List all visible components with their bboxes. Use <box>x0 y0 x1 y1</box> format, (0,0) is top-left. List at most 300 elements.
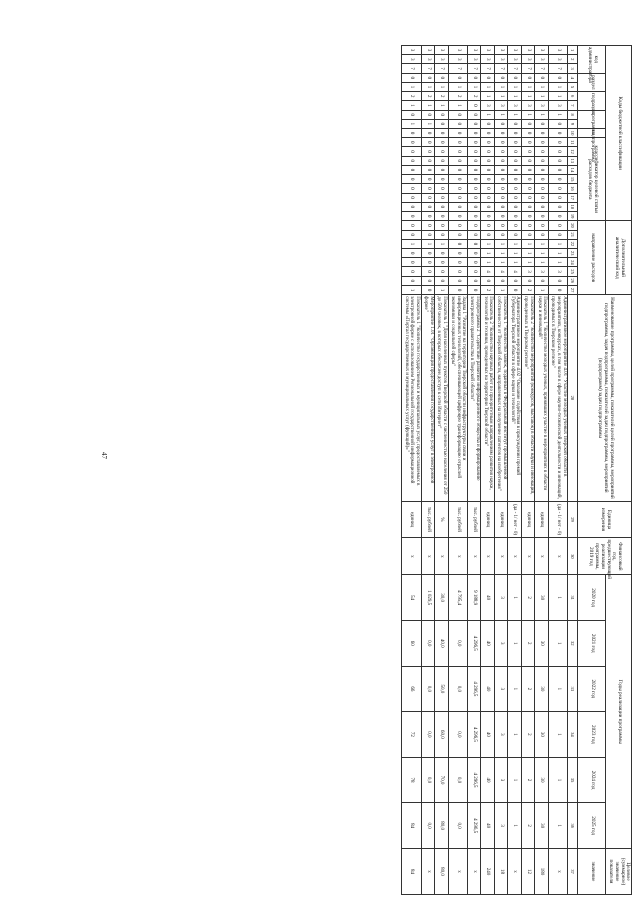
code-digit: 0 <box>521 211 535 220</box>
code-digit: 0 <box>402 175 421 184</box>
code-digit: 0 <box>435 221 449 230</box>
code-digit: 1 <box>508 82 522 91</box>
row-unit: (да - 1/ нет - 0) <box>548 501 567 538</box>
code-digit: 0 <box>467 110 481 119</box>
code-digit: 1 <box>521 92 535 101</box>
code-digit: 3 <box>494 55 508 64</box>
code-digit: 0 <box>435 165 449 174</box>
column-number: 25 <box>568 267 578 276</box>
code-digit: 0 <box>508 285 522 294</box>
row-v2020: 1 029,5 <box>421 575 435 621</box>
code-digit: 0 <box>435 119 449 128</box>
row-v2025: 1 <box>508 803 522 849</box>
code-digit: 0 <box>421 202 435 211</box>
code-digit: 0 <box>494 156 508 165</box>
code-digit: 0 <box>548 147 567 156</box>
row-v2023: 30 <box>535 712 549 758</box>
code-digit: 0 <box>508 276 522 285</box>
code-digit: 3 <box>521 267 535 276</box>
code-digit: 0 <box>548 211 567 220</box>
table-row <box>521 46 535 895</box>
code-digit: 1 <box>421 119 435 128</box>
code-digit: 0 <box>535 202 549 211</box>
row-base: х <box>494 538 508 575</box>
row-v2025: 80,0 <box>435 803 449 849</box>
code-digit: 0 <box>467 184 481 193</box>
code-digit: 0 <box>508 147 522 156</box>
code-digit: 0 <box>435 184 449 193</box>
row-v2020: 3 <box>494 575 508 621</box>
code-digit: 0 <box>467 73 481 82</box>
code-digit: 3 <box>467 46 481 55</box>
code-digit: 0 <box>494 211 508 220</box>
column-number: 11 <box>568 138 578 147</box>
code-digit: 3 <box>548 55 567 64</box>
code-digit: 3 <box>521 101 535 110</box>
code-digit: 1 <box>481 239 495 248</box>
code-digit: 2 <box>421 92 435 101</box>
code-digit: 0 <box>421 110 435 119</box>
header-years-group: Годы реализации программы <box>606 575 632 849</box>
code-digit: 0 <box>508 128 522 137</box>
code-digit: 0 <box>467 285 481 294</box>
row-v2025: 0,0 <box>421 803 435 849</box>
column-number-row <box>568 46 578 895</box>
column-number: 4 <box>568 73 578 82</box>
row-unit: тыс. рублей <box>448 501 467 538</box>
code-digit: 7 <box>421 64 435 73</box>
code-digit: 1 <box>421 101 435 110</box>
code-digit: 0 <box>521 128 535 137</box>
code-digit: 0 <box>508 175 522 184</box>
row-v2021: 60 <box>402 620 421 666</box>
code-digit: 1 <box>494 285 508 294</box>
code-digit: 0 <box>421 258 435 267</box>
code-digit: 1 <box>535 92 549 101</box>
page-number: 47 <box>100 452 108 459</box>
code-digit: 0 <box>494 221 508 230</box>
column-number: 33 <box>568 666 578 712</box>
code-digit: 0 <box>421 221 435 230</box>
code-digit: 0 <box>548 184 567 193</box>
code-digit: 0 <box>548 156 567 165</box>
code-digit: 0 <box>421 267 435 276</box>
code-digit: 0 <box>402 267 421 276</box>
code-digit: 0 <box>481 221 495 230</box>
row-v2025: 0,0 <box>448 803 467 849</box>
code-digit: 0 <box>535 230 549 239</box>
code-digit: 7 <box>535 64 549 73</box>
code-digit: 0 <box>402 193 421 202</box>
code-digit: 0 <box>481 165 495 174</box>
row-name: Показатель 1 "Доля населенных пунктов Тверской области с численностью населения от 250 до 500 человек, в которых обеспечен доступ к сети Интернет" <box>435 295 449 501</box>
code-digit: 0 <box>535 276 549 285</box>
code-digit: 1 <box>521 258 535 267</box>
code-digit: 0 <box>467 147 481 156</box>
code-digit: 1 <box>548 239 567 248</box>
code-digit: 0 <box>467 101 481 110</box>
code-digit: 0 <box>548 193 567 202</box>
row-base: х <box>435 538 449 575</box>
code-digit: 1 <box>494 92 508 101</box>
row-target: х <box>421 849 435 895</box>
code-digit: 1 <box>435 101 449 110</box>
code-digit: 3 <box>508 46 522 55</box>
row-v2023: 0,0 <box>421 712 435 758</box>
code-digit: 3 <box>402 55 421 64</box>
code-digit: 0 <box>521 165 535 174</box>
row-target: 12 <box>521 849 535 895</box>
header-codes-group: Коды бюджетной классификации <box>606 46 632 221</box>
code-digit: 0 <box>448 184 467 193</box>
code-digit: 1 <box>435 239 449 248</box>
row-v2025: 40 <box>481 803 495 849</box>
code-digit: 0 <box>494 230 508 239</box>
code-digit: 0 <box>548 276 567 285</box>
row-unit: единиц <box>481 501 495 538</box>
code-digit: 1 <box>521 110 535 119</box>
code-digit: 0 <box>508 73 522 82</box>
code-digit: 3 <box>508 101 522 110</box>
code-digit: 3 <box>467 55 481 64</box>
code-digit: 0 <box>448 119 467 128</box>
column-number: 32 <box>568 620 578 666</box>
code-digit: 1 <box>548 92 567 101</box>
code-digit: 1 <box>508 110 522 119</box>
code-digit: 0 <box>535 128 549 137</box>
code-digit: 0 <box>494 202 508 211</box>
row-v2020: 1 <box>548 575 567 621</box>
row-v2023: 60,0 <box>435 712 449 758</box>
code-digit: 0 <box>402 156 421 165</box>
row-v2021: 0,0 <box>448 620 467 666</box>
column-number: 15 <box>568 175 578 184</box>
code-digit: 3 <box>481 101 495 110</box>
code-digit: 2 <box>435 92 449 101</box>
code-digit: 0 <box>435 267 449 276</box>
code-digit: 3 <box>402 46 421 55</box>
row-v2024: 4 296,5 <box>467 757 481 803</box>
column-number: 7 <box>568 101 578 110</box>
row-v2023: 2 <box>521 712 535 758</box>
row-name: Административное мероприятие 4.02 "Оказание содействия в присуждении премий Губернатора Тверской области в сфере науки и технологий" <box>508 295 522 501</box>
code-digit: 0 <box>402 211 421 220</box>
code-digit: 0 <box>448 156 467 165</box>
code-digit: 1 <box>508 92 522 101</box>
code-digit: 0 <box>521 147 535 156</box>
code-digit: 0 <box>508 211 522 220</box>
code-digit: 1 <box>494 249 508 258</box>
code-digit: 0 <box>435 175 449 184</box>
code-digit: 0 <box>421 184 435 193</box>
code-digit: 0 <box>535 211 549 220</box>
code-digit: 7 <box>435 64 449 73</box>
code-digit: 0 <box>508 184 522 193</box>
row-name: Задача 1 "Развитие на территории Тверской области инфраструктуры связи и информационных технологий, обеспечивающей цифровую трансформацию отраслей экономики и социальной сферы" <box>448 295 467 501</box>
code-digit: 0 <box>494 128 508 137</box>
code-digit: 0 <box>481 193 495 202</box>
row-name: Показатель 1 "Количество заявок, поданных в Федеральный институт промышленной собственности от Тверской области, направленных на получение патентов на изобретения" <box>494 295 508 501</box>
header-subsection: подраздел <box>578 92 606 110</box>
row-v2022: 50,0 <box>435 666 449 712</box>
row-unit: тыс. рублей <box>467 501 481 538</box>
row-v2021: 3 <box>494 620 508 666</box>
row-unit: единиц <box>494 501 508 538</box>
row-unit: % <box>435 501 449 538</box>
code-digit: 0 <box>448 165 467 174</box>
column-number: 6 <box>568 92 578 101</box>
code-digit: 0 <box>521 184 535 193</box>
table-row <box>467 46 481 895</box>
row-base: х <box>421 538 435 575</box>
column-number: 34 <box>568 712 578 758</box>
code-digit: 0 <box>535 193 549 202</box>
code-digit: 0 <box>435 202 449 211</box>
row-v2023: 1 <box>508 712 522 758</box>
row-unit: (да - 1/ нет - 0) <box>508 501 522 538</box>
row-name: Подпрограмма 2 "Содействие развитию информационного общества и формированию электронного правительства в Тверской области" <box>467 295 481 501</box>
header-subprogram: подпрограмма <box>578 128 606 137</box>
table-row <box>494 46 508 895</box>
row-target: 180 <box>535 849 549 895</box>
row-v2024: 1 <box>508 757 522 803</box>
column-number: 2 <box>568 55 578 64</box>
code-digit: 0 <box>421 193 435 202</box>
code-digit: 2 <box>467 92 481 101</box>
code-digit: 0 <box>481 147 495 156</box>
code-digit: 4 <box>481 267 495 276</box>
column-number: 8 <box>568 110 578 119</box>
code-digit: 0 <box>435 128 449 137</box>
row-v2021: 1 <box>508 620 522 666</box>
row-v2022: 0,0 <box>448 666 467 712</box>
code-digit: 1 <box>548 258 567 267</box>
code-digit: 3 <box>508 55 522 64</box>
table-row <box>548 46 567 895</box>
row-v2021: 4 296,5 <box>467 620 481 666</box>
row-v2020: 40 <box>481 575 495 621</box>
code-digit: 1 <box>402 101 421 110</box>
row-unit: единиц <box>521 501 535 538</box>
column-number: 19 <box>568 211 578 220</box>
code-digit: 0 <box>421 128 435 137</box>
column-number: 20 <box>568 221 578 230</box>
code-digit: 0 <box>402 230 421 239</box>
code-digit: 1 <box>535 249 549 258</box>
code-digit: 2 <box>448 92 467 101</box>
code-digit: 0 <box>548 128 567 137</box>
code-digit: 0 <box>402 165 421 174</box>
code-digit: 0 <box>467 249 481 258</box>
table-row <box>508 46 522 895</box>
code-digit: 0 <box>535 175 549 184</box>
row-name: Показатель 1 "Количество государственных и муниципальных услуг, предоставляемых в электронной форме с использованием Региональной государственной информационной системы «Портал государственных и муниципальных услуг (функций)»" <box>402 295 421 501</box>
code-digit: 0 <box>402 147 421 156</box>
code-digit: 0 <box>494 165 508 174</box>
code-digit: 7 <box>481 64 495 73</box>
code-digit: 1 <box>421 239 435 248</box>
row-v2023: 40 <box>481 712 495 758</box>
table-row <box>448 46 467 895</box>
code-digit: 0 <box>435 211 449 220</box>
code-digit: 0 <box>548 230 567 239</box>
code-digit: 0 <box>521 202 535 211</box>
row-target: 240 <box>481 849 495 895</box>
code-digit: 0 <box>421 175 435 184</box>
code-digit: 0 <box>481 156 495 165</box>
code-digit: 1 <box>535 258 549 267</box>
code-digit: 0 <box>467 165 481 174</box>
code-digit: 0 <box>521 156 535 165</box>
code-digit: 0 <box>467 193 481 202</box>
code-digit: 0 <box>435 73 449 82</box>
code-digit: 0 <box>535 119 549 128</box>
code-digit: 0 <box>548 285 567 294</box>
code-digit: 0 <box>435 258 449 267</box>
code-digit: 0 <box>448 276 467 285</box>
code-digit: 0 <box>448 73 467 82</box>
row-v2021: 2 <box>521 620 535 666</box>
row-v2024: 2 <box>521 757 535 803</box>
code-digit: 0 <box>467 258 481 267</box>
code-digit: 0 <box>481 276 495 285</box>
row-v2024: 40 <box>481 757 495 803</box>
code-digit: 0 <box>548 202 567 211</box>
row-v2023: 4 296,5 <box>467 712 481 758</box>
header-2020: 2020 год <box>578 575 606 621</box>
code-digit: 0 <box>508 156 522 165</box>
code-digit: 0 <box>521 221 535 230</box>
header-target-value: Целевое (суммарное) значение показателя <box>606 849 632 895</box>
code-digit: 0 <box>421 276 435 285</box>
code-digit: 0 <box>481 184 495 193</box>
row-v2020: 30,0 <box>435 575 449 621</box>
code-digit: 0 <box>421 211 435 220</box>
code-digit: 0 <box>481 138 495 147</box>
code-digit: 1 <box>481 258 495 267</box>
code-digit: 1 <box>402 119 421 128</box>
column-number: 31 <box>568 575 578 621</box>
code-digit: 1 <box>508 239 522 248</box>
row-unit: единиц <box>535 501 549 538</box>
code-digit: 1 <box>508 258 522 267</box>
code-digit: 1 <box>535 82 549 91</box>
header-addcode: Дополнительный аналитический код <box>606 221 632 295</box>
row-v2025: 4 296,5 <box>467 803 481 849</box>
row-base: х <box>548 538 567 575</box>
code-digit: 0 <box>521 230 535 239</box>
code-digit: 0 <box>435 147 449 156</box>
column-number: 13 <box>568 156 578 165</box>
row-v2022: 1 <box>508 666 522 712</box>
row-unit: тыс. рублей <box>421 501 435 538</box>
code-digit: 3 <box>435 46 449 55</box>
code-digit: 0 <box>494 119 508 128</box>
header-2022: 2022 год <box>578 666 606 712</box>
row-v2024: 30 <box>535 757 549 803</box>
code-digit: 1 <box>435 285 449 294</box>
code-digit: 2 <box>521 285 535 294</box>
code-digit: 0 <box>494 73 508 82</box>
row-v2022: 0,0 <box>421 666 435 712</box>
program-table <box>401 45 632 895</box>
code-digit: 3 <box>548 267 567 276</box>
code-digit: 0 <box>481 175 495 184</box>
row-target: 80,0 <box>435 849 449 895</box>
code-digit: 1 <box>494 82 508 91</box>
code-digit: 0 <box>521 119 535 128</box>
code-digit: 7 <box>467 64 481 73</box>
code-digit: 0 <box>448 221 467 230</box>
column-number: 5 <box>568 82 578 91</box>
code-digit: 1 <box>402 82 421 91</box>
header-section: раздел <box>578 73 606 91</box>
column-number: 18 <box>568 202 578 211</box>
code-digit: 3 <box>521 46 535 55</box>
code-digit: 0 <box>521 175 535 184</box>
code-digit: 1 <box>535 110 549 119</box>
code-digit: 0 <box>508 221 522 230</box>
code-digit: 0 <box>421 73 435 82</box>
column-number: 26 <box>568 276 578 285</box>
code-digit: 1 <box>494 258 508 267</box>
code-digit: 0 <box>481 119 495 128</box>
code-digit: 0 <box>402 202 421 211</box>
code-digit: 0 <box>402 249 421 258</box>
code-digit: 0 <box>535 221 549 230</box>
row-base: х <box>521 538 535 575</box>
code-digit: 1 <box>494 239 508 248</box>
row-v2025: 2 <box>521 803 535 849</box>
code-digit: 0 <box>508 193 522 202</box>
column-number: 17 <box>568 193 578 202</box>
code-digit: 0 <box>535 73 549 82</box>
table-body <box>402 46 578 895</box>
row-v2020: 2 <box>521 575 535 621</box>
row-v2024: 78 <box>402 757 421 803</box>
row-v2024: 3 <box>494 757 508 803</box>
code-digit: 0 <box>421 165 435 174</box>
column-number: 10 <box>568 128 578 137</box>
code-digit: 0 <box>548 73 567 82</box>
code-digit: 0 <box>448 147 467 156</box>
code-digit: 3 <box>548 101 567 110</box>
header-unit: Единица измерения <box>578 501 632 538</box>
code-digit: 0 <box>467 119 481 128</box>
code-digit: 3 <box>535 101 549 110</box>
code-digit: 0 <box>402 138 421 147</box>
header-2021: 2021 год <box>578 620 606 666</box>
code-digit: 7 <box>494 64 508 73</box>
code-digit: 0 <box>548 221 567 230</box>
code-digit: 3 <box>448 46 467 55</box>
code-digit: 0 <box>535 138 549 147</box>
code-digit: 3 <box>521 55 535 64</box>
code-digit: 0 <box>521 138 535 147</box>
column-number: 28 <box>568 295 578 501</box>
code-digit: 3 <box>435 55 449 64</box>
row-target: х <box>448 849 467 895</box>
row-v2025: 1 <box>548 803 567 849</box>
code-digit: 0 <box>467 221 481 230</box>
column-number: 1 <box>568 46 578 55</box>
row-target: 84 <box>402 849 421 895</box>
row-base: х <box>402 538 421 575</box>
header-name: Наименование программы, целей программы, показателей целей программы, мероприятий подпрограммы, задач подпрограммы, показателей задач подпрограммы, мероприятий (подпрограмм) задач подпрограммы <box>578 295 632 501</box>
row-v2024: 0,0 <box>448 757 467 803</box>
code-digit: 0 <box>508 165 522 174</box>
code-digit: 0 <box>467 175 481 184</box>
